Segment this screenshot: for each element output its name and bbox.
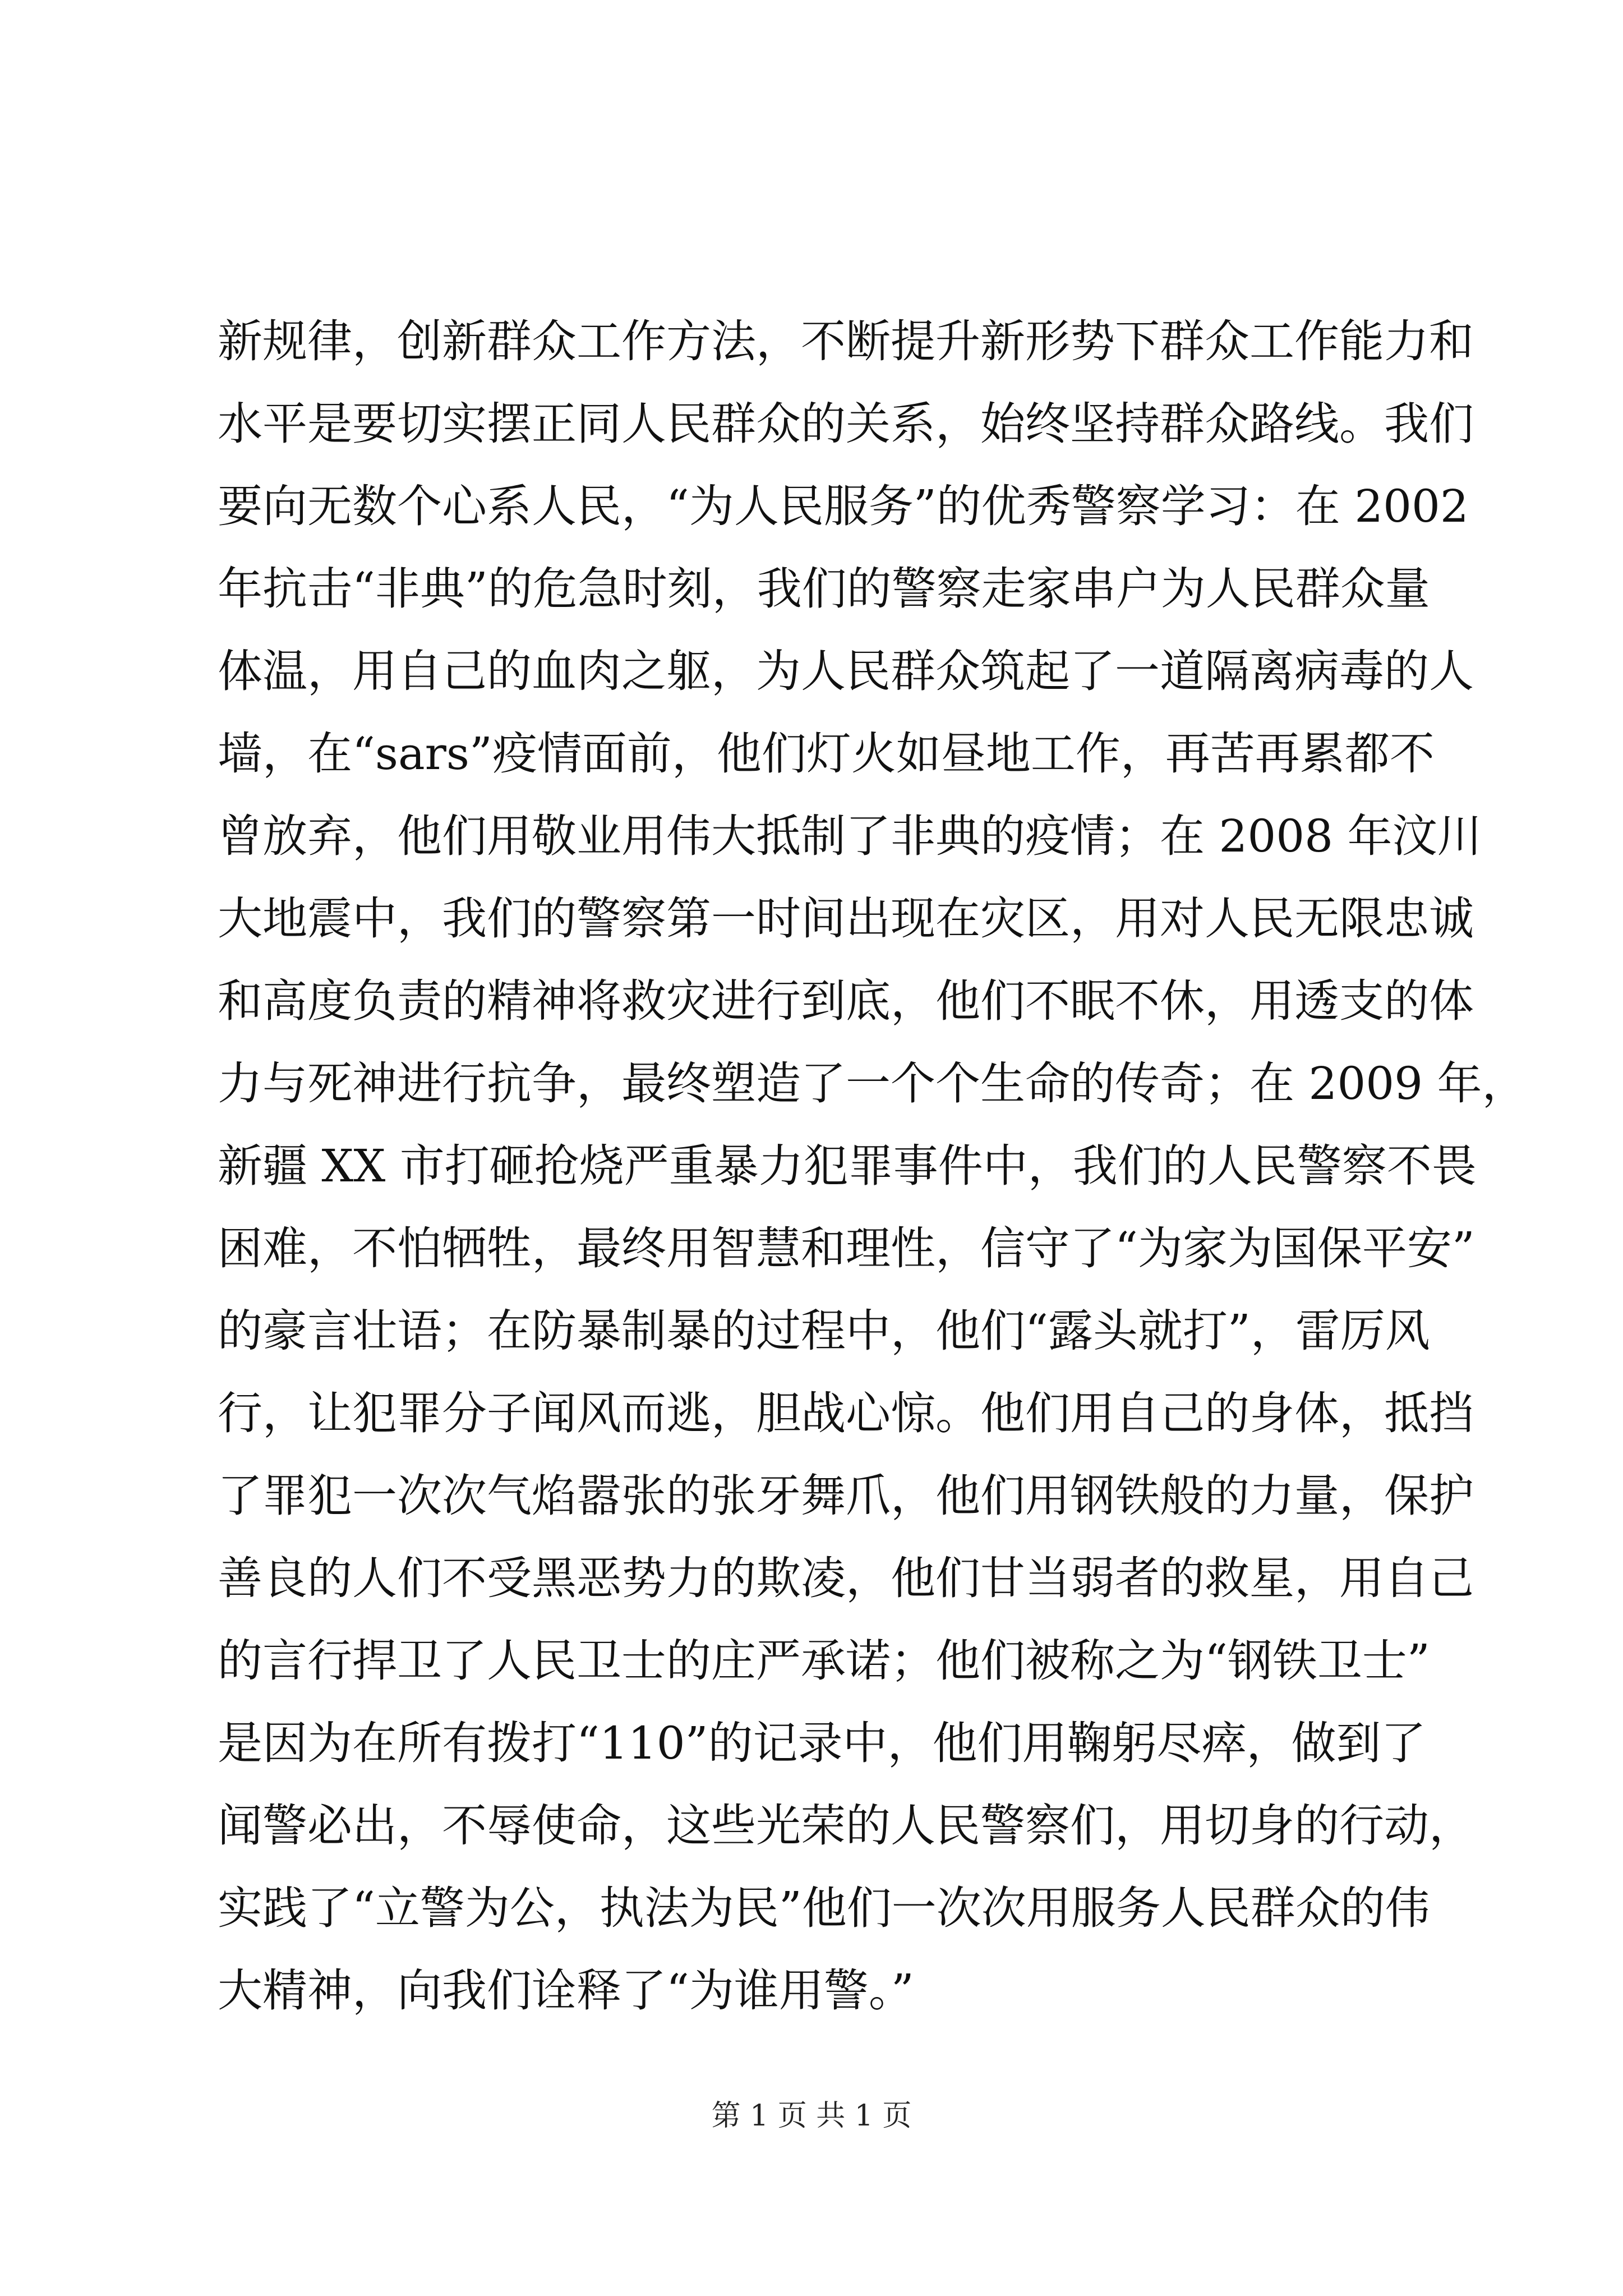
text-line: 大地震中，我们的警察第一时间出现在灾区，用对人民无限忠诚 (218, 892, 1474, 945)
text-line: 实践了“立警为公，执法为民”他们一次次用服务人民群众的伟 (218, 1882, 1430, 1934)
text-line: 善良的人们不受黑恶势力的欺凌，他们甘当弱者的救星，用自己 (218, 1552, 1474, 1604)
text-line: 墙，在“sars”疫情面前，他们灯火如昼地工作，再苦再累都不 (218, 728, 1435, 780)
text-line: 曾放弃，他们用敬业用伟大抵制了非典的疫情；在 2008 年汶川 (218, 810, 1482, 862)
text-line: 闻警必出，不辱使命，这些光荣的人民警察们，用切身的行动， (218, 1800, 1474, 1852)
text-line: 新规律，创新群众工作方法，不断提升新形势下群众工作能力和 (218, 315, 1474, 367)
page-footer: 第 1 页 共 1 页 (711, 2099, 912, 2133)
text-line: 新疆 XX 市打砸抢烧严重暴力犯罪事件中，我们的人民警察不畏 (218, 1140, 1477, 1192)
body-paragraph (218, 300, 1527, 2032)
text-line: 水平是要切实摆正同人民群众的关系，始终坚持群众路线。我们 (218, 398, 1474, 450)
text-line: 体温，用自己的血肉之躯，为人民群众筑起了一道隔离病毒的人 (218, 645, 1474, 697)
text-line: 要向无数个心系人民，“为人民服务”的优秀警察学习：在 2002 (218, 480, 1469, 532)
text-line: 大精神，向我们诠释了“为谁用警。” (218, 1964, 914, 2017)
text-line: 行，让犯罪分子闻风而逃，胆战心惊。他们用自己的身体，抵挡 (218, 1387, 1474, 1439)
text-line: 困难，不怕牺牲，最终用智慧和理性，信守了“为家为国保平安” (218, 1222, 1475, 1274)
text-line: 了罪犯一次次气焰嚣张的张牙舞爪，他们用钢铁般的力量，保护 (218, 1470, 1474, 1522)
text-line: 年抗击“非典”的危急时刻，我们的警察走家串户为人民群众量 (218, 563, 1430, 615)
text-line: 力与死神进行抗争，最终塑造了一个个生命的传奇；在 2009 年， (218, 1057, 1527, 1110)
text-line: 是因为在所有拨打“110”的记录中，他们用鞠躬尽瘁，做到了 (218, 1717, 1426, 1769)
text-line: 的言行捍卫了人民卫士的庄严承诺；他们被称之为“钢铁卫士” (218, 1635, 1430, 1687)
text-line: 的豪言壮语；在防暴制暴的过程中，他们“露头就打”，雷厉风 (218, 1305, 1430, 1357)
text-line: 和高度负责的精神将救灾进行到底，他们不眠不休，用透支的体 (218, 975, 1474, 1027)
